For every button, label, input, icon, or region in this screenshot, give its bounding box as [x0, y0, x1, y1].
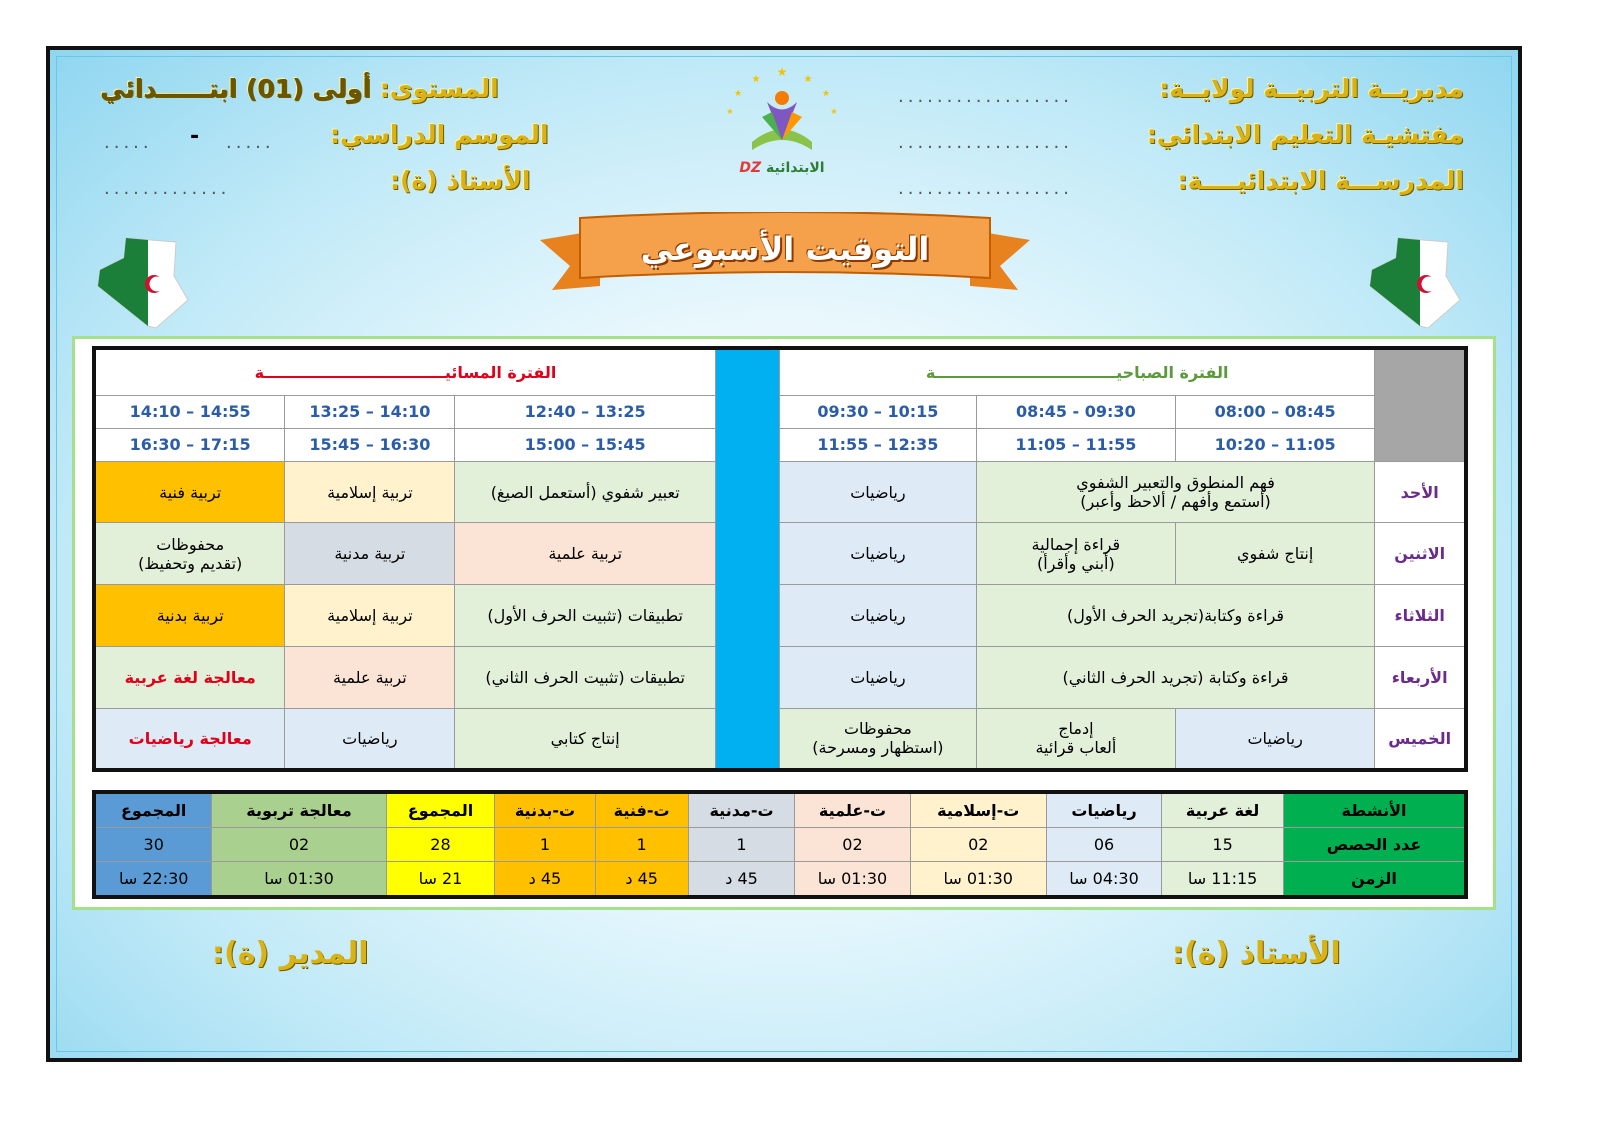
lesson-cell: رياضيات — [285, 708, 455, 770]
day-tuesday: الثلاثاء — [1375, 585, 1466, 647]
summary-cell-count: 30 — [94, 828, 212, 862]
summary-cell-time: 45 د — [495, 862, 595, 898]
logo-caption: الابتدائية — [766, 160, 825, 176]
time-slot: 08:45 – 08:00 — [1175, 395, 1374, 428]
summary-cell-name: المجموع — [94, 792, 212, 828]
summary-cell-count: 1 — [495, 828, 595, 862]
time-slot: 14:55 – 14:10 — [94, 395, 285, 428]
svg-text:★: ★ — [751, 74, 761, 85]
inspectorate-label: مفتشيـة التعليم الابتدائي: — [1146, 120, 1464, 149]
summary-row-counts — [94, 828, 1466, 862]
lesson-cell: تربية مدنية — [285, 523, 455, 585]
school-logo — [712, 62, 852, 182]
row-label: الزمن — [1284, 862, 1467, 898]
time-slot: 17:15 – 16:30 — [94, 428, 285, 461]
day-wednesday: الأربعاء — [1375, 646, 1466, 708]
lesson-cell: تربية فنية — [94, 461, 285, 523]
lesson-cell: رياضيات — [780, 585, 977, 647]
lesson-cell: تطبيقات (تثبيت الحرف الأول) — [455, 585, 716, 647]
row-label: الأنشطة — [1284, 792, 1467, 828]
lesson-cell: قراءة إجمالية (أبني وأقرأ) — [976, 523, 1175, 585]
corner-cell — [1375, 348, 1466, 461]
summary-cell-time: 01:30 سا — [795, 862, 910, 898]
svg-text:★: ★ — [803, 74, 813, 85]
summary-cell-time: 01:30 سا — [910, 862, 1046, 898]
level-value: أولى (01) ابتــــــدائي — [100, 74, 371, 103]
time-slot: 12:35 – 11:55 — [780, 428, 977, 461]
lesson-cell: تعبير شفوي (أستعمل الصيغ) — [455, 461, 716, 523]
fill-dots: ..... — [226, 132, 275, 153]
day-sunday: الأحد — [1375, 461, 1466, 523]
season-label: الموسم الدراسي: — [330, 120, 549, 149]
svg-text:★: ★ — [776, 65, 788, 79]
page-title: التوقيت الأسبوعي — [640, 230, 930, 268]
lesson-cell: معالجة لغة عربية — [94, 646, 285, 708]
weekly-schedule-table — [92, 346, 1468, 772]
summary-cell-name: ت-فنية — [595, 792, 688, 828]
time-slot: 11:05 – 10:20 — [1175, 428, 1374, 461]
lesson-cell: قراءة وكتابة(تجريد الحرف الأول) — [976, 585, 1375, 647]
season-dash: - — [190, 124, 200, 149]
summary-cell-name: رياضيات — [1046, 792, 1161, 828]
summary-cell-time: 11:15 سا — [1162, 862, 1284, 898]
time-slot: 13:25 – 12:40 — [455, 395, 716, 428]
lesson-cell: تطبيقات (تثبيت الحرف الثاني) — [455, 646, 716, 708]
evening-period-label: الفترة المسائيـــــــــــــــــــــــــــــــــة — [94, 348, 716, 395]
summary-table — [92, 790, 1468, 899]
summary-cell-count: 15 — [1162, 828, 1284, 862]
summary-row-activities — [94, 792, 1466, 828]
fill-dots: .................. — [898, 132, 1073, 153]
title-banner — [540, 212, 1030, 294]
svg-text:★: ★ — [830, 107, 838, 116]
summary-cell-count: 1 — [595, 828, 688, 862]
time-slot: 09:30 - 08:45 — [976, 395, 1175, 428]
svg-text:★: ★ — [733, 89, 743, 99]
summary-cell-time: 21 سا — [386, 862, 495, 898]
time-slot: 11:55 – 11:05 — [976, 428, 1175, 461]
algeria-flag-map-left — [96, 236, 191, 331]
summary-cell-count: 02 — [795, 828, 910, 862]
directorate-label: مديريــة التربيــة لولايــة: — [1159, 74, 1464, 103]
lesson-cell: محفوظات (تقديم وتحفيظ) — [94, 523, 285, 585]
lesson-cell: تربية علمية — [455, 523, 716, 585]
day-monday: الاثنين — [1375, 523, 1466, 585]
time-slot: 16:30 – 15:45 — [285, 428, 455, 461]
logo-brand: DZ — [739, 160, 762, 176]
lesson-cell: تربية إسلامية — [285, 461, 455, 523]
fill-dots: ..... — [104, 132, 153, 153]
summary-cell-time: 22:30 سا — [94, 862, 212, 898]
lesson-cell: رياضيات — [1175, 708, 1374, 770]
summary-cell-name: ت-بدنية — [495, 792, 595, 828]
summary-cell-name: المجموع — [386, 792, 495, 828]
lesson-cell: إنتاج كتابي — [455, 708, 716, 770]
row-label: عدد الحصص — [1284, 828, 1467, 862]
summary-row-time — [94, 862, 1466, 898]
summary-cell-name: لغة عربية — [1162, 792, 1284, 828]
algeria-flag-map-right — [1368, 236, 1463, 331]
lesson-cell: رياضيات — [780, 523, 977, 585]
lesson-cell: معالجة رياضيات — [94, 708, 285, 770]
fill-dots: ............. — [104, 178, 231, 199]
lesson-cell: محفوظات (استظهار ومسرحة) — [780, 708, 977, 770]
lesson-cell: تربية بدنية — [94, 585, 285, 647]
svg-text:★: ★ — [821, 89, 831, 99]
lesson-cell: رياضيات — [780, 461, 977, 523]
summary-cell-time: 04:30 سا — [1046, 862, 1161, 898]
summary-cell-count: 28 — [386, 828, 495, 862]
fill-dots: .................. — [898, 86, 1073, 107]
time-slot: 10:15 – 09:30 — [780, 395, 977, 428]
summary-cell-time: 45 د — [595, 862, 688, 898]
summary-cell-count: 1 — [688, 828, 795, 862]
lesson-cell: تربية إسلامية — [285, 585, 455, 647]
teacher-signature-label: الأستاذ (ة): — [1172, 936, 1341, 971]
morning-period-label: الفترة الصباحيـــــــــــــــــــــــــــــــــة — [780, 348, 1375, 395]
day-thursday: الخميس — [1375, 708, 1466, 770]
level-label: المستوى: — [379, 74, 499, 103]
lesson-cell: إدماج ألعاب قرائية — [976, 708, 1175, 770]
summary-cell-count: 02 — [910, 828, 1046, 862]
center-divider — [716, 348, 780, 770]
summary-cell-time: 01:30 سا — [212, 862, 386, 898]
level-line — [100, 74, 499, 103]
lesson-cell: فهم المنطوق والتعبير الشفوي (أستمع وأفهم / ألاحظ وأعبر) — [976, 461, 1375, 523]
teacher-label: الأستاذ (ة): — [390, 166, 531, 195]
summary-cell-name: ت-مدنية — [688, 792, 795, 828]
algeria-map-icon — [96, 236, 191, 331]
summary-cell-count: 06 — [1046, 828, 1161, 862]
lesson-cell: إنتاج شفوي — [1175, 523, 1374, 585]
director-signature-label: المدير (ة): — [212, 936, 369, 971]
time-slot: 14:10 – 13:25 — [285, 395, 455, 428]
lesson-cell: رياضيات — [780, 646, 977, 708]
summary-cell-name: ت-إسلامية — [910, 792, 1046, 828]
summary-cell-name: معالجة تربوية — [212, 792, 386, 828]
time-slot: 15:45 – 15:00 — [455, 428, 716, 461]
school-label: المدرســـة الابتدائيــــة: — [1177, 166, 1464, 195]
lesson-cell: تربية علمية — [285, 646, 455, 708]
summary-cell-time: 45 د — [688, 862, 795, 898]
summary-cell-count: 02 — [212, 828, 386, 862]
svg-text:★: ★ — [726, 107, 734, 116]
algeria-map-icon — [1368, 236, 1463, 331]
fill-dots: .................. — [898, 178, 1073, 199]
summary-cell-name: ت-علمية — [795, 792, 910, 828]
lesson-cell: قراءة وكتابة (تجريد الحرف الثاني) — [976, 646, 1375, 708]
